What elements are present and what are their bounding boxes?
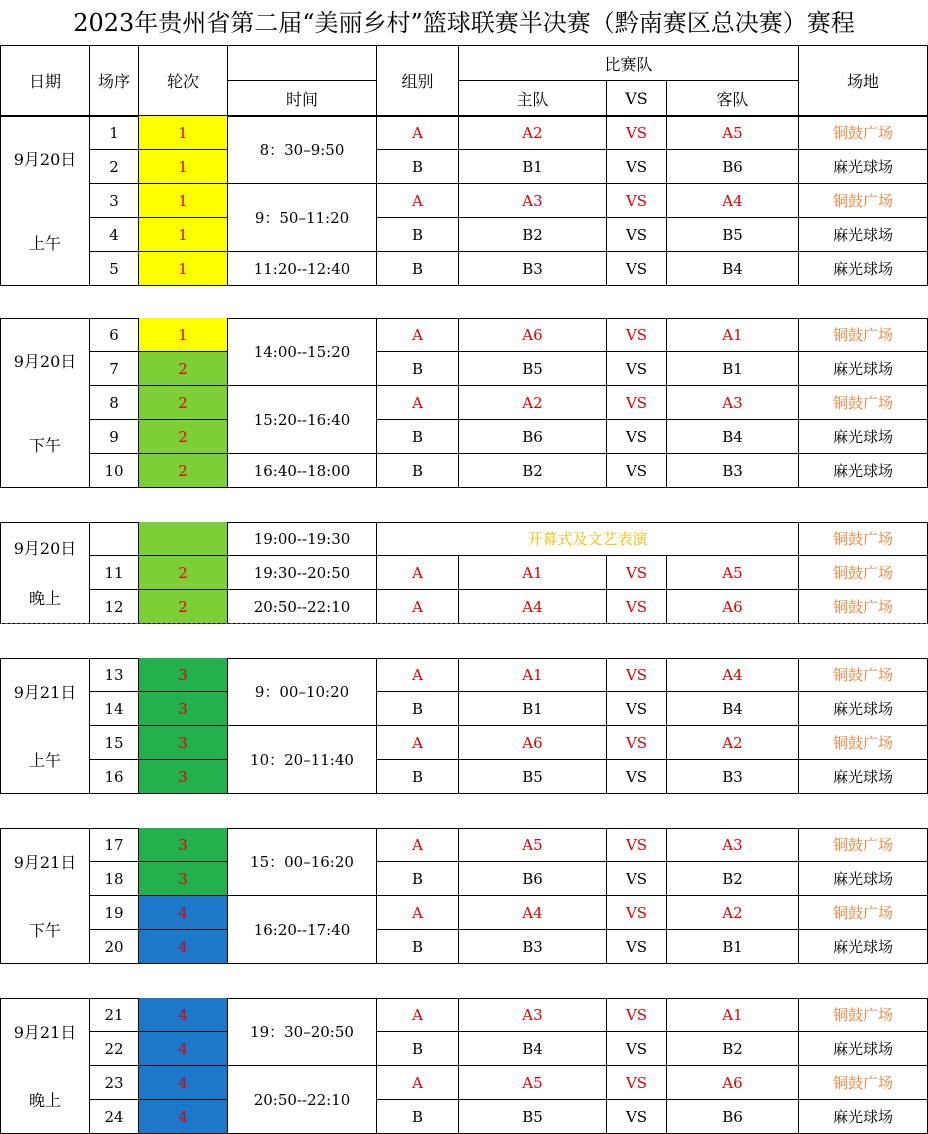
away-team-cell: A3 <box>667 386 799 420</box>
group-cell: A <box>377 116 459 150</box>
header-round: 轮次 <box>139 46 228 116</box>
date-label: 9月20日 <box>13 351 77 371</box>
home-team-cell: B1 <box>459 692 607 726</box>
time-cell: 15：00–16:20 <box>228 828 377 896</box>
seq-cell: 14 <box>90 692 139 726</box>
venue-cell: 麻光球场 <box>799 862 928 896</box>
seq-cell: 15 <box>90 726 139 760</box>
away-team-cell: A5 <box>667 556 799 590</box>
venue-cell: 麻光球场 <box>799 218 928 252</box>
header-time-blank <box>228 46 377 81</box>
page-title: 2023年贵州省第二届“美丽乡村”篮球联赛半决赛（黔南赛区总决赛）赛程 <box>0 0 928 46</box>
venue-cell: 麻光球场 <box>799 1032 928 1066</box>
seq-cell: 19 <box>90 896 139 930</box>
header-date: 日期 <box>0 46 90 116</box>
time-cell: 14:00--15:20 <box>228 318 377 386</box>
home-team-cell: B5 <box>459 352 607 386</box>
home-team-cell: B5 <box>459 760 607 794</box>
home-team-cell: A5 <box>459 1066 607 1100</box>
header-vs: VS <box>607 81 667 116</box>
away-team-cell: A6 <box>667 1066 799 1100</box>
venue-cell: 铜鼓广场 <box>799 116 928 150</box>
seq-cell: 1 <box>90 116 139 150</box>
header-venue: 场地 <box>799 46 928 116</box>
header-seq: 场序 <box>90 46 139 116</box>
date-cell <box>0 116 90 286</box>
table-header <box>0 46 928 116</box>
venue-cell: 麻光球场 <box>799 930 928 964</box>
seq-cell: 12 <box>90 590 139 624</box>
home-team-cell: B3 <box>459 252 607 286</box>
group-cell: B <box>377 150 459 184</box>
venue-cell: 麻光球场 <box>799 454 928 488</box>
date-cell <box>0 658 90 794</box>
round-cell: 1 <box>139 184 228 218</box>
header-away: 客队 <box>667 81 799 116</box>
date-label: 9月21日 <box>13 1023 77 1043</box>
venue-cell: 铜鼓广场 <box>799 522 928 556</box>
time-cell: 15:20--16:40 <box>228 386 377 454</box>
group-cell: B <box>377 930 459 964</box>
venue-cell: 铜鼓广场 <box>799 184 928 218</box>
round-cell: 3 <box>139 658 228 692</box>
seq-cell: 3 <box>90 184 139 218</box>
ceremony-cell: 开幕式及文艺表演 <box>377 522 799 556</box>
time-cell: 9：50–11:20 <box>228 184 377 252</box>
round-cell: 3 <box>139 862 228 896</box>
header-group: 组别 <box>377 46 459 116</box>
home-team-cell: A1 <box>459 556 607 590</box>
time-cell: 19:00--19:30 <box>228 522 377 556</box>
group-cell: A <box>377 1066 459 1100</box>
period-label: 上午 <box>28 234 61 254</box>
venue-cell: 麻光球场 <box>799 692 928 726</box>
vs-cell: VS <box>607 692 667 726</box>
venue-cell: 麻光球场 <box>799 352 928 386</box>
round-cell: 4 <box>139 896 228 930</box>
away-team-cell: B3 <box>667 760 799 794</box>
time-cell: 20:50--22:10 <box>228 1066 377 1134</box>
seq-cell: 9 <box>90 420 139 454</box>
time-cell: 20:50--22:10 <box>228 590 377 624</box>
away-team-cell: A1 <box>667 318 799 352</box>
vs-cell: VS <box>607 658 667 692</box>
away-team-cell: A5 <box>667 116 799 150</box>
away-team-cell: B6 <box>667 150 799 184</box>
round-cell: 2 <box>139 352 228 386</box>
round-cell: 4 <box>139 998 228 1032</box>
seq-cell: 20 <box>90 930 139 964</box>
away-team-cell: A2 <box>667 896 799 930</box>
round-cell: 2 <box>139 590 228 624</box>
round-cell: 4 <box>139 1066 228 1100</box>
header-match: 比赛队 <box>459 46 799 81</box>
home-team-cell: B4 <box>459 1032 607 1066</box>
date-cell <box>0 318 90 488</box>
venue-cell: 麻光球场 <box>799 760 928 794</box>
away-team-cell: B5 <box>667 218 799 252</box>
venue-cell: 铜鼓广场 <box>799 828 928 862</box>
group-cell: A <box>377 998 459 1032</box>
venue-cell: 铜鼓广场 <box>799 1066 928 1100</box>
vs-cell: VS <box>607 318 667 352</box>
header-time: 时间 <box>228 81 377 116</box>
home-team-cell: A2 <box>459 116 607 150</box>
group-cell: B <box>377 454 459 488</box>
vs-cell: VS <box>607 1066 667 1100</box>
group-cell: A <box>377 556 459 590</box>
vs-cell: VS <box>607 150 667 184</box>
vs-cell: VS <box>607 862 667 896</box>
dashed-separator <box>0 623 928 624</box>
period-label: 晚上 <box>28 1090 61 1110</box>
venue-cell: 铜鼓广场 <box>799 590 928 624</box>
venue-cell: 麻光球场 <box>799 252 928 286</box>
vs-cell: VS <box>607 184 667 218</box>
group-cell: B <box>377 760 459 794</box>
date-label: 9月21日 <box>13 853 77 873</box>
home-team-cell: A5 <box>459 828 607 862</box>
round-cell: 3 <box>139 692 228 726</box>
vs-cell: VS <box>607 556 667 590</box>
away-team-cell: B2 <box>667 1032 799 1066</box>
period-label: 下午 <box>28 920 61 940</box>
vs-cell: VS <box>607 352 667 386</box>
round-cell: 3 <box>139 760 228 794</box>
away-team-cell: A3 <box>667 828 799 862</box>
group-cell: A <box>377 726 459 760</box>
away-team-cell: A6 <box>667 590 799 624</box>
seq-cell: 2 <box>90 150 139 184</box>
vs-cell: VS <box>607 828 667 862</box>
home-team-cell: B2 <box>459 218 607 252</box>
round-cell: 3 <box>139 726 228 760</box>
vs-cell: VS <box>607 726 667 760</box>
time-cell: 16:20--17:40 <box>228 896 377 964</box>
vs-cell: VS <box>607 116 667 150</box>
round-cell: 1 <box>139 218 228 252</box>
group-cell: A <box>377 318 459 352</box>
seq-cell: 22 <box>90 1032 139 1066</box>
venue-cell: 铜鼓广场 <box>799 726 928 760</box>
date-label: 9月20日 <box>13 149 77 169</box>
home-team-cell: B6 <box>459 420 607 454</box>
vs-cell: VS <box>607 1100 667 1134</box>
vs-cell: VS <box>607 896 667 930</box>
away-team-cell: B4 <box>667 420 799 454</box>
away-team-cell: A4 <box>667 184 799 218</box>
away-team-cell: A1 <box>667 998 799 1032</box>
home-team-cell: A6 <box>459 726 607 760</box>
seq-cell: 5 <box>90 252 139 286</box>
round-cell: 1 <box>139 116 228 150</box>
away-team-cell: B2 <box>667 862 799 896</box>
seq-cell: 4 <box>90 218 139 252</box>
venue-cell: 铜鼓广场 <box>799 318 928 352</box>
round-cell: 2 <box>139 420 228 454</box>
header-home: 主队 <box>459 81 607 116</box>
away-team-cell: B4 <box>667 692 799 726</box>
group-cell: B <box>377 352 459 386</box>
vs-cell: VS <box>607 760 667 794</box>
period-label: 下午 <box>28 436 61 456</box>
round-cell: 1 <box>139 252 228 286</box>
home-team-cell: B6 <box>459 862 607 896</box>
round-cell: 2 <box>139 386 228 420</box>
venue-cell: 铜鼓广场 <box>799 998 928 1032</box>
group-cell: B <box>377 218 459 252</box>
away-team-cell: B1 <box>667 352 799 386</box>
home-team-cell: A2 <box>459 386 607 420</box>
round-cell: 3 <box>139 828 228 862</box>
seq-cell: 23 <box>90 1066 139 1100</box>
vs-cell: VS <box>607 998 667 1032</box>
seq-cell: 21 <box>90 998 139 1032</box>
seq-cell: 13 <box>90 658 139 692</box>
time-cell: 19:30--20:50 <box>228 556 377 590</box>
date-label: 9月20日 <box>13 538 77 558</box>
date-cell <box>0 828 90 964</box>
home-team-cell: B1 <box>459 150 607 184</box>
round-cell: 1 <box>139 150 228 184</box>
seq-cell: 7 <box>90 352 139 386</box>
seq-cell: 11 <box>90 556 139 590</box>
seq-cell: 24 <box>90 1100 139 1134</box>
time-cell: 10：20–11:40 <box>228 726 377 794</box>
round-cell: 2 <box>139 556 228 590</box>
time-cell: 11:20--12:40 <box>228 252 377 286</box>
home-team-cell: B2 <box>459 454 607 488</box>
seq-cell: 8 <box>90 386 139 420</box>
home-team-cell: A3 <box>459 998 607 1032</box>
vs-cell: VS <box>607 218 667 252</box>
round-cell: 4 <box>139 1032 228 1066</box>
venue-cell: 铜鼓广场 <box>799 386 928 420</box>
home-team-cell: A4 <box>459 590 607 624</box>
time-cell: 19：30–20:50 <box>228 998 377 1066</box>
round-cell: 2 <box>139 454 228 488</box>
home-team-cell: A3 <box>459 184 607 218</box>
venue-cell: 麻光球场 <box>799 1100 928 1134</box>
venue-cell: 铜鼓广场 <box>799 556 928 590</box>
round-cell: 1 <box>139 318 228 352</box>
away-team-cell: A4 <box>667 658 799 692</box>
away-team-cell: A2 <box>667 726 799 760</box>
group-cell: A <box>377 896 459 930</box>
group-cell: B <box>377 252 459 286</box>
group-cell: B <box>377 1032 459 1066</box>
group-cell: A <box>377 184 459 218</box>
group-cell: B <box>377 420 459 454</box>
home-team-cell: B5 <box>459 1100 607 1134</box>
seq-cell: 10 <box>90 454 139 488</box>
group-cell: B <box>377 862 459 896</box>
venue-cell: 铜鼓广场 <box>799 896 928 930</box>
vs-cell: VS <box>607 930 667 964</box>
group-cell: A <box>377 386 459 420</box>
seq-cell: 16 <box>90 760 139 794</box>
away-team-cell: B6 <box>667 1100 799 1134</box>
group-cell: A <box>377 590 459 624</box>
time-cell: 8：30–9:50 <box>228 116 377 184</box>
period-label: 晚上 <box>28 589 61 609</box>
period-label: 上午 <box>28 750 61 770</box>
home-team-cell: B3 <box>459 930 607 964</box>
away-team-cell: B4 <box>667 252 799 286</box>
venue-cell: 铜鼓广场 <box>799 658 928 692</box>
group-cell: A <box>377 828 459 862</box>
time-cell: 9：00–10:20 <box>228 658 377 726</box>
group-cell: A <box>377 658 459 692</box>
away-team-cell: B1 <box>667 930 799 964</box>
date-cell <box>0 998 90 1134</box>
seq-cell: 6 <box>90 318 139 352</box>
vs-cell: VS <box>607 454 667 488</box>
home-team-cell: A6 <box>459 318 607 352</box>
vs-cell: VS <box>607 386 667 420</box>
vs-cell: VS <box>607 252 667 286</box>
round-cell: 4 <box>139 1100 228 1134</box>
round-cell <box>139 522 228 556</box>
date-label: 9月21日 <box>13 683 77 703</box>
vs-cell: VS <box>607 420 667 454</box>
venue-cell: 麻光球场 <box>799 150 928 184</box>
venue-cell: 麻光球场 <box>799 420 928 454</box>
seq-cell: 18 <box>90 862 139 896</box>
round-cell: 4 <box>139 930 228 964</box>
time-cell: 16:40--18:00 <box>228 454 377 488</box>
home-team-cell: A1 <box>459 658 607 692</box>
home-team-cell: A4 <box>459 896 607 930</box>
date-cell <box>0 522 90 624</box>
away-team-cell: B3 <box>667 454 799 488</box>
vs-cell: VS <box>607 590 667 624</box>
vs-cell: VS <box>607 1032 667 1066</box>
group-cell: B <box>377 692 459 726</box>
seq-cell: 17 <box>90 828 139 862</box>
group-cell: B <box>377 1100 459 1134</box>
seq-cell <box>90 522 139 556</box>
